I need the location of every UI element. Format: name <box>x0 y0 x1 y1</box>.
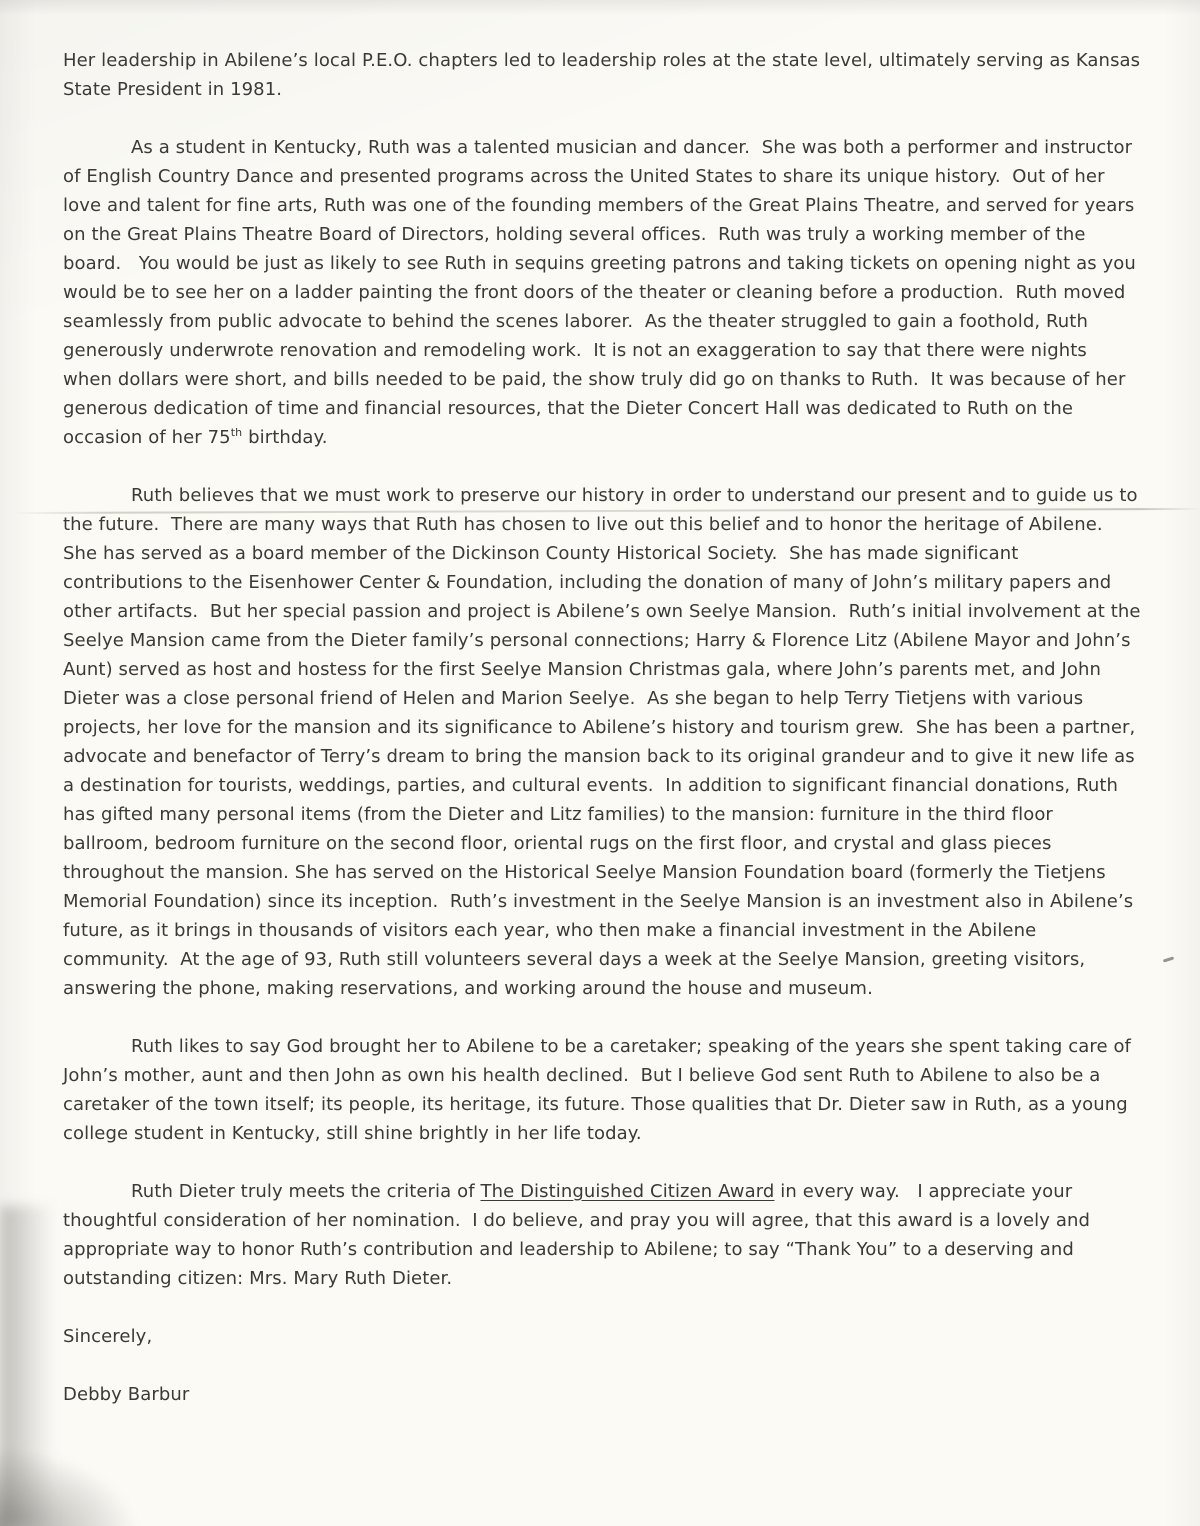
paragraph-text: As a student in Kentucky, Ruth was a talented musician and dancer. She was both a performer and instructor of English Country Dance and presented programs across the United States to share its unique history. Out of her love and talent for fine arts, Ruth was one of the founding members of the Great Plains Theatre, and served for years on the Great Plains Theatre Board of Directors, holding several offices. Ruth was truly a working member of the board. You would be just as likely to see Ruth in sequins greeting patrons and taking tickets on opening night as you would be to see her on a ladder painting the front doors of the theater or cleaning before a production. Ruth moved seamlessly from public advocate to behind the scenes laborer. As the theater struggled to gain a foothold, Ruth generously underwrote renovation and remodeling work. It is not an exaggeration to say that there were nights when dollars were short, and bills needed to be paid, the show truly did go on thanks to Ruth. It was because of her generous dedication of time and financial resources, that the Dieter Concert Hall was dedicated to Ruth on the occasion of her 75 <box>63 137 1142 448</box>
paragraph-award-recommendation <box>63 1177 1141 1293</box>
closing-sincerely: Sincerely, <box>63 1326 153 1347</box>
signature-name: Debby Barbur <box>63 1384 190 1405</box>
scan-mark <box>1163 956 1174 962</box>
paragraph-leadership: Her leadership in Abilene’s local P.E.O. chapters led to leadership roles at the state level, ultimately serving as Kansas State President in 1981. <box>63 50 1146 100</box>
paragraph-history-seelye-mansion: Ruth believes that we must work to preserve our history in order to understand our present and to guide us to the future. There are many ways that Ruth has chosen to live out this belief and to honor the heritage of Abilene. She has served as a board member of the Dickinson County Historical Society. She has made significant contributions to the Eisenhower Center & Foundation, including the donation of many of John’s military papers and other artifacts. But her special passion and project is Abilene’s own Seelye Mansion. Ruth’s initial involvement at the Seelye Mansion came from the Dieter family’s personal connections; Harry & Florence Litz (Abilene Mayor and John’s Aunt) served as host and hostess for the first Seelye Mansion Christmas gala, where John’s parents met, and John Dieter was a close personal friend of Helen and Marion Seelye. As she began to help Terry Tietjens with various projects, her love for the mansion and its significance to Abilene’s history and tourism grew. She has been a partner, advocate and benefactor of Terry’s dream to bring the mansion back to its original grandeur and to give it new life as a destination for tourists, weddings, parties, and cultural events. In addition to significant financial donations, Ruth has gifted many personal items (from the Dieter and Litz families) to the mansion: furniture in the third floor ballroom, bedroom furniture on the second floor, oriental rugs on the first floor, and crystal and glass pieces throughout the mansion. She has served on the Historical Seelye Mansion Foundation board (formerly the Tietjens Memorial Foundation) since its inception. Ruth’s investment in the Seelye Mansion is an investment also in Abilene’s future, as it brings in thousands of visitors each year, who then make a financial investment in the Abilene community. At the age of 93, Ruth still volunteers several days a week at the Seelye Mansion, greeting visitors, answering the phone, making reservations, and working around the house and museum. <box>63 485 1147 999</box>
letter-body <box>63 46 1147 1409</box>
paragraph-student-and-theatre <box>63 133 1141 452</box>
paragraph-text: Ruth Dieter truly meets the criteria of <box>131 1181 481 1202</box>
award-title-underlined: The Distinguished Citizen Award <box>480 1181 775 1202</box>
scan-edge-shading-top <box>0 0 1200 16</box>
scan-edge-shading-left <box>0 1206 55 1526</box>
scan-corner-shadow <box>0 1446 140 1526</box>
paragraph-caretaker: Ruth likes to say God brought her to Abilene to be a caretaker; speaking of the years she spent taking care of John’s mother, aunt and then John as own his health declined. But I believe God sent Ruth to Abilene to also be a caretaker of the town itself; its people, its heritage, its future. Those qualities that Dr. Dieter saw in Ruth, as a young college student in Kentucky, still shine brightly in her life today. <box>63 1036 1137 1144</box>
superscript-th: th <box>230 426 243 439</box>
paragraph-text: in every way. I appreciate your thoughtful consideration of her nomination. I do believe, and pray you will agree, that this award is a lovely and appropriate way to honor Ruth’s contribution and leadership to Abilene; to say “Thank You” to a deserving and outstanding citizen: Mrs. Mary Ruth Dieter. <box>63 1181 1096 1289</box>
paragraph-text: birthday. <box>242 427 328 448</box>
